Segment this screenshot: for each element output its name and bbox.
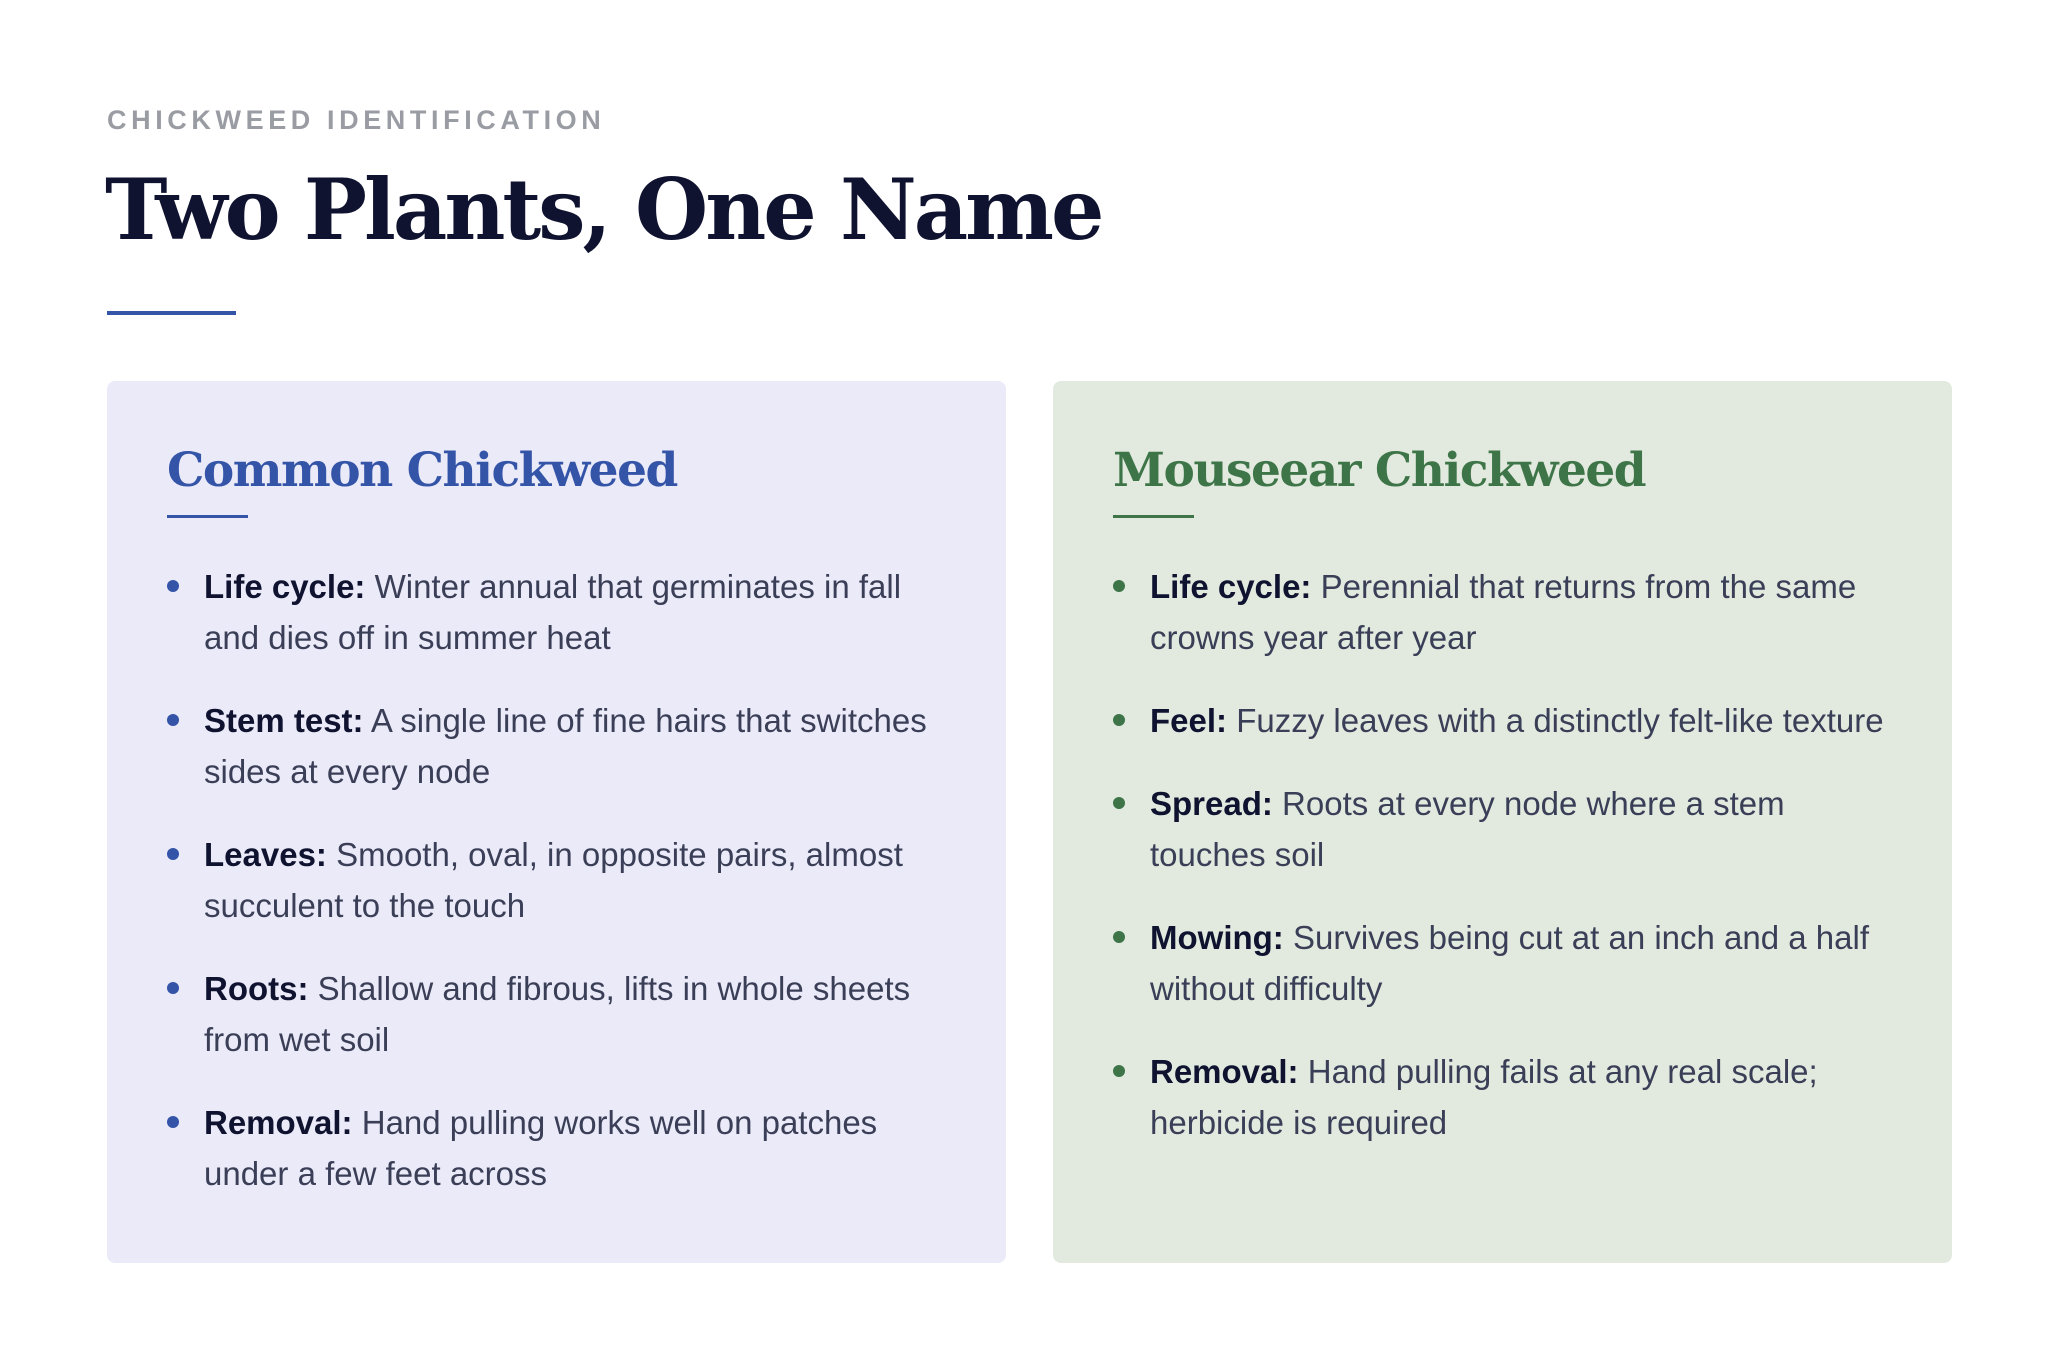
bullet-dot-icon (1113, 931, 1125, 943)
item-text: Shallow and fibrous, lifts in whole sheets from wet soil (204, 970, 911, 1058)
list-item (1113, 1046, 1903, 1148)
bullet-dot-icon (1113, 797, 1125, 809)
bullet-dot-icon (167, 714, 179, 726)
bullet-dot-icon (1113, 1065, 1125, 1077)
list-item (167, 561, 957, 663)
list-item (1113, 778, 1903, 880)
item-text: Hand pulling fails at any real scale; herbicide is required (1150, 1053, 1818, 1141)
bullet-list (1113, 561, 1903, 1180)
card-common-chickweed (107, 381, 1006, 1263)
list-item (1113, 561, 1903, 663)
item-term: Spread: (1150, 785, 1273, 822)
item-text: Hand pulling works well on patches under a few feet across (204, 1104, 878, 1192)
item-term: Leaves: (204, 836, 327, 873)
eyebrow-label: CHICKWEED IDENTIFICATION (107, 105, 606, 135)
bullet-dot-icon (167, 982, 179, 994)
bullet-dot-icon (167, 848, 179, 860)
bullet-list (167, 561, 957, 1231)
card-mouseear-chickweed (1053, 381, 1952, 1263)
item-text: Winter annual that germinates in fall and dies off in summer heat (204, 568, 902, 656)
item-text: A single line of fine hairs that switches sides at every node (204, 702, 927, 790)
item-term: Removal: (204, 1104, 353, 1141)
item-term: Life cycle: (1150, 568, 1312, 605)
bullet-dot-icon (1113, 580, 1125, 592)
bullet-dot-icon (167, 580, 179, 592)
item-text: Survives being cut at an inch and a half without difficulty (1150, 919, 1870, 1007)
item-term: Mowing: (1150, 919, 1284, 956)
item-term: Life cycle: (204, 568, 366, 605)
list-item (167, 963, 957, 1065)
item-text: Smooth, oval, in opposite pairs, almost succulent to the touch (204, 836, 903, 924)
item-text: Fuzzy leaves with a distinctly felt-like texture (1236, 702, 1884, 739)
item-term: Feel: (1150, 702, 1228, 739)
item-text: Perennial that returns from the same crowns year after year (1150, 568, 1857, 656)
card-title: Mouseear Chickweed (1113, 443, 1646, 498)
card-title: Common Chickweed (167, 443, 677, 498)
title-underline (107, 311, 236, 315)
item-text: Roots at every node where a stem touches soil (1150, 785, 1785, 873)
item-term: Stem test: (204, 702, 364, 739)
bullet-dot-icon (167, 1116, 179, 1128)
list-item (167, 695, 957, 797)
list-item (167, 1097, 957, 1199)
list-item (167, 829, 957, 931)
item-term: Roots: (204, 970, 309, 1007)
list-item (1113, 695, 1903, 746)
item-term: Removal: (1150, 1053, 1299, 1090)
card-title-underline (167, 515, 248, 518)
list-item (1113, 912, 1903, 1014)
page-title: Two Plants, One Name (105, 160, 1102, 259)
card-title-underline (1113, 515, 1194, 518)
bullet-dot-icon (1113, 714, 1125, 726)
